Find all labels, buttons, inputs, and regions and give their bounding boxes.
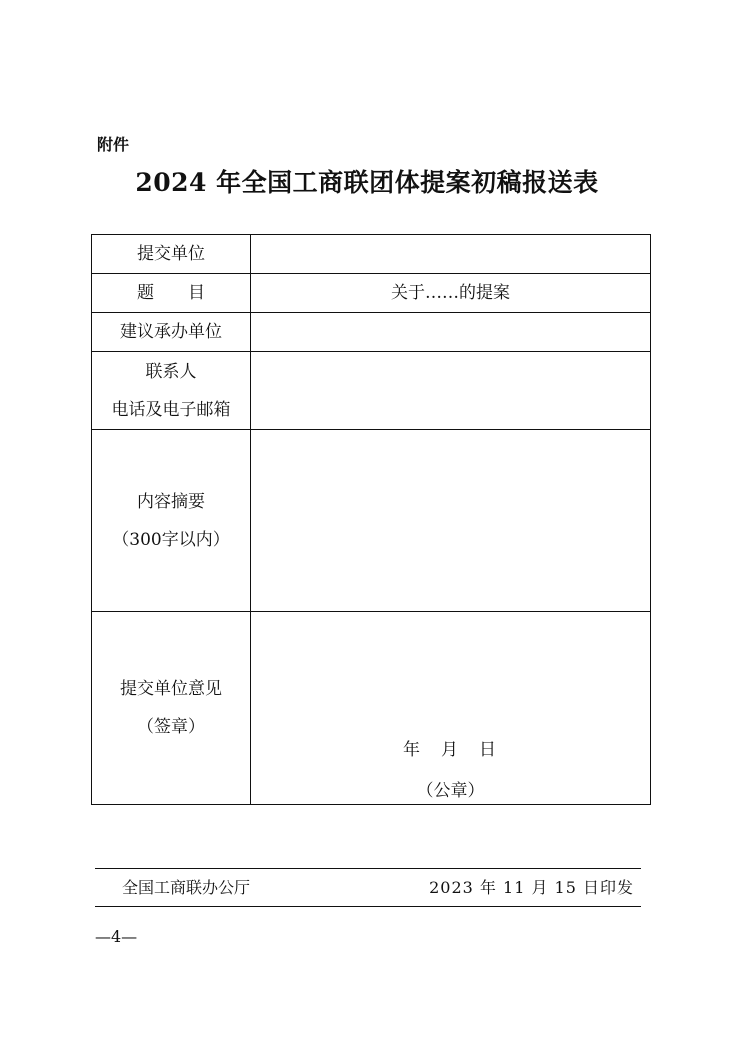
field-submitting-unit[interactable] (251, 235, 651, 274)
footer-bottom-rule (95, 906, 641, 907)
document-title: 2024 年全国工商联团体提案初稿报送表 (135, 168, 599, 197)
table-row (92, 235, 651, 274)
label-handling-unit: 建议承办单位 (92, 313, 251, 352)
attachment-label: 附件 (97, 135, 130, 154)
label-summary-line1: 内容摘要 (137, 491, 205, 512)
issuer: 全国工商联办公厅 (122, 878, 251, 897)
page-number: —4— (95, 927, 138, 946)
table-row (92, 612, 651, 805)
label-subject: 题 目 (92, 274, 251, 313)
table-row (92, 430, 651, 612)
table-row (92, 274, 651, 313)
table-row (92, 352, 651, 430)
label-summary (92, 430, 251, 612)
date-line: 年 月 日 (403, 740, 498, 760)
label-summary-line2: （300字以内） (112, 529, 230, 550)
issue-date: 2023 年 11 月 15 日印发 (429, 878, 634, 897)
label-contact-line2: 电话及电子邮箱 (111, 399, 231, 420)
field-opinion[interactable] (251, 612, 651, 805)
field-subject[interactable]: 关于……的提案 (251, 274, 651, 313)
label-opinion-line2: （签章） (137, 717, 205, 737)
label-submitting-unit: 提交单位 (92, 235, 251, 274)
field-summary[interactable] (251, 430, 651, 612)
label-opinion (92, 612, 251, 805)
field-handling-unit[interactable] (251, 313, 651, 352)
submission-form-table (91, 234, 651, 805)
label-contact (92, 352, 251, 430)
footer-top-rule (95, 868, 641, 869)
official-seal-label: （公章） (416, 781, 485, 801)
label-contact-line1: 联系人 (145, 361, 197, 382)
field-contact[interactable] (251, 352, 651, 430)
table-row (92, 313, 651, 352)
label-opinion-line1: 提交单位意见 (120, 679, 222, 699)
